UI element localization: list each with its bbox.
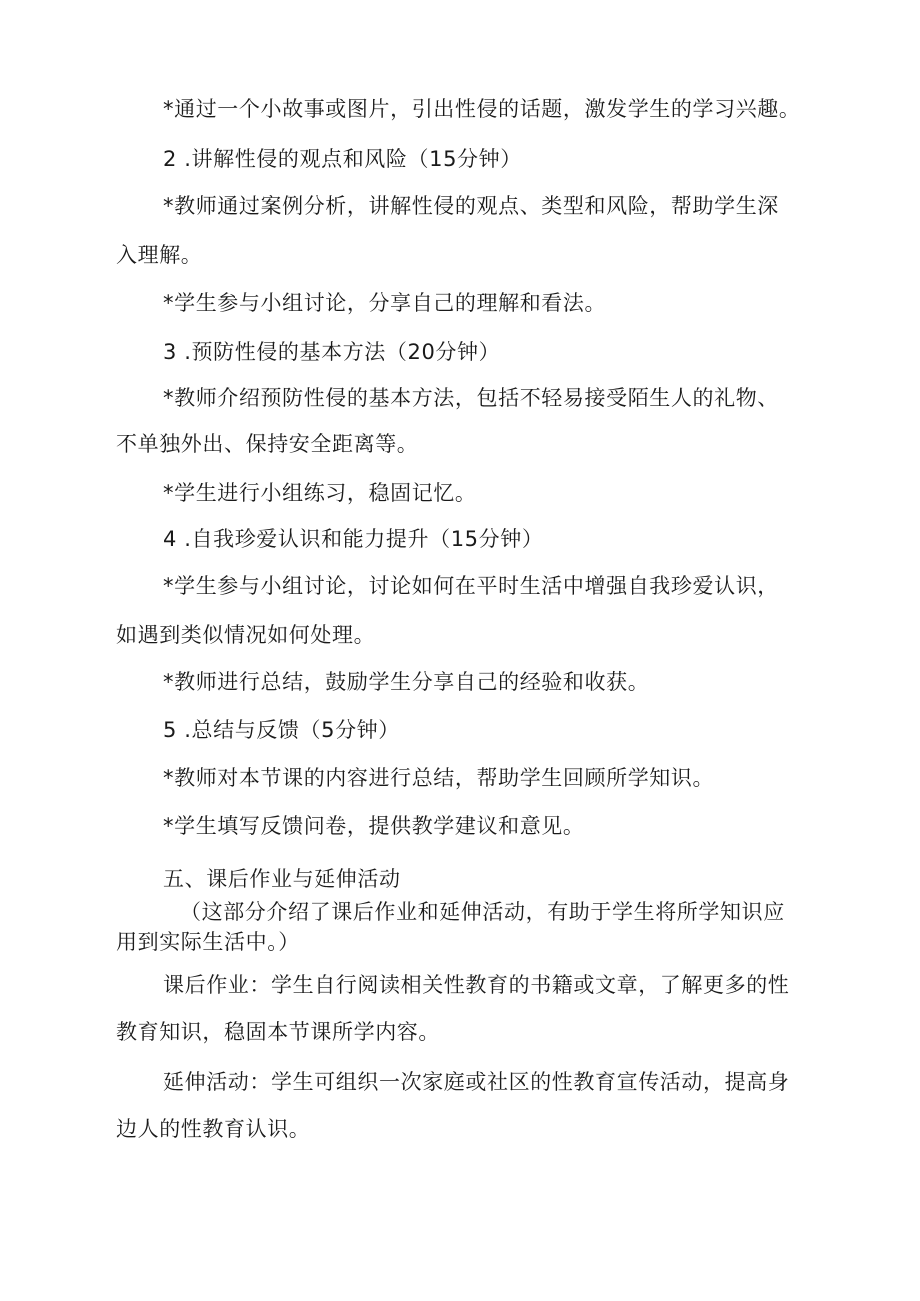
section-heading: 2 .讲解性侵的观点和风险（15分钟） xyxy=(163,147,522,171)
text-line: 如遇到类似情况如何处理。 xyxy=(116,623,376,647)
text-line: 边人的性教育认识。 xyxy=(116,1117,311,1141)
text-line: 不单独外出、保持安全距离等。 xyxy=(116,432,419,456)
section-heading: 4 .自我珍爱认识和能力提升（15分钟） xyxy=(163,527,544,551)
text-line: *通过一个小故事或图片，引出性侵的话题，激发学生的学习兴趣。 xyxy=(163,97,801,121)
text-line: *教师通过案例分析，讲解性侵的观点、类型和风险，帮助学生深 xyxy=(163,194,779,218)
text-line: 课后作业：学生自行阅读相关性教育的书籍或文章，了解更多的性 xyxy=(163,973,790,997)
section-heading: 3 .预防性侵的基本方法（20分钟） xyxy=(163,340,501,364)
text-line: *教师介绍预防性侵的基本方法，包括不轻易接受陌生人的礼物、 xyxy=(163,386,779,410)
text-line: （这部分介绍了课后作业和延伸活动，有助于学生将所学知识应 xyxy=(180,900,785,924)
text-line: 用到实际生活中。） xyxy=(116,930,300,954)
text-line: *学生进行小组练习，稳固记忆。 xyxy=(163,481,477,505)
chapter-heading: 五、课后作业与延伸活动 xyxy=(163,867,401,891)
text-line: 教育知识，稳固本节课所学内容。 xyxy=(116,1020,440,1044)
section-heading: 5 .总结与反馈（5分钟） xyxy=(163,718,400,742)
text-line: *学生填写反馈问卷，提供教学建议和意见。 xyxy=(163,814,585,838)
text-line: 入理解。 xyxy=(116,243,203,267)
text-line: *教师对本节课的内容进行总结，帮助学生回顾所学知识。 xyxy=(163,766,715,790)
text-line: 延伸活动：学生可组织一次家庭或社区的性教育宣传活动，提高身 xyxy=(163,1070,790,1094)
text-line: *教师进行总结，鼓励学生分享自己的经验和收获。 xyxy=(163,670,650,694)
text-line: *学生参与小组讨论，讨论如何在平时生活中增强自我珍爱认识， xyxy=(163,574,779,598)
text-line: *学生参与小组讨论，分享自己的理解和看法。 xyxy=(163,291,607,315)
